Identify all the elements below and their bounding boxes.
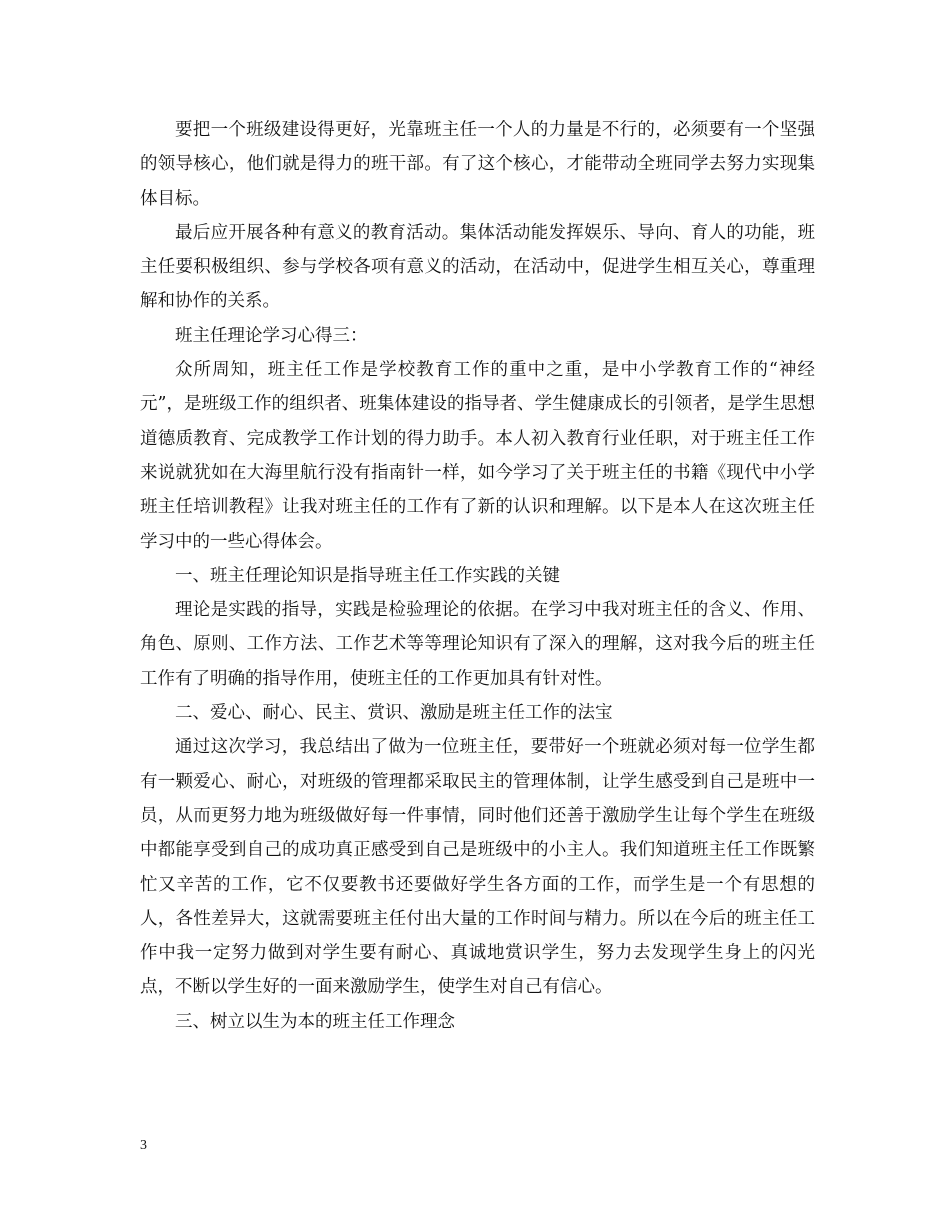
paragraph: 众所周知，班主任工作是学校教育工作的重中之重，是中小学教育工作的“神经元”，是班级工作的组织者、班集体建设的指导者、学生健康成长的引领者，是学生思想道德质教育、完成教学工作计划的得力助手。本人初入教育行业任职，对于班主任工作来说就犹如在大海里航行没有指南针一样，如今学习了关于班主任的书籍《现代中小学班主任培训教程》让我对班主任的工作有了新的认识和理解。以下是本人在这次班主任学习中的一些心得体会。	[140, 360, 815, 552]
subsection-heading: 三、树立以生为本的班主任工作理念	[175, 1011, 455, 1032]
page-number: 3	[140, 1138, 147, 1153]
paragraph: 要把一个班级建设得更好，光靠班主任一个人的力量是不行的，必须要有一个坚强的领导核心，他们就是得力的班干部。有了这个核心，才能带动全班同学去努力实现集体目标。	[140, 120, 815, 209]
paragraph: 最后应开展各种有意义的教育活动。集体活动能发挥娱乐、导向、育人的功能，班主任要积极组织、参与学校各项有意义的活动，在活动中，促进学生相互关心，尊重理解和协作的关系。	[140, 222, 815, 312]
paragraph: 通过这次学习，我总结出了做为一位班主任，要带好一个班就必须对每一位学生都有一颗爱心、耐心，对班级的管理都采取民主的管理体制，让学生感受到自己是班中一员，从而更努力地为班级做好每一件事情，同时他们还善于激励学生让每个学生在班级中都能享受到自己的成功真正感受到自己是班级中的小主人。我们知道班主任工作既繁忙又辛苦的工作，它不仅要教书还要做好学生各方面的工作，而学生是一个有思想的人，各性差异大，这就需要班主任付出大量的工作时间与精力。所以在今后的班主任工作中我一定努力做到对学生要有耐心、真诚地赏识学生，努力去发现学生身上的闪光点，不断以学生好的一面来激励学生，使学生对自己有信心。	[140, 737, 815, 998]
subsection-heading: 一、班主任理论知识是指导班主任工作实践的关键	[175, 565, 560, 586]
body-text	[140, 113, 815, 1039]
subsection-heading: 二、爱心、耐心、民主、赏识、激励是班主任工作的法宝	[175, 703, 613, 724]
paragraph: 理论是实践的指导，实践是检验理论的依据。在学习中我对班主任的含义、作用、角色、原则、工作方法、工作艺术等等理论知识有了深入的理解，这对我今后的班主任工作有了明确的指导作用，使班主任的工作更加具有针对性。	[140, 600, 815, 689]
section-heading: 班主任理论学习心得三：	[175, 325, 368, 346]
